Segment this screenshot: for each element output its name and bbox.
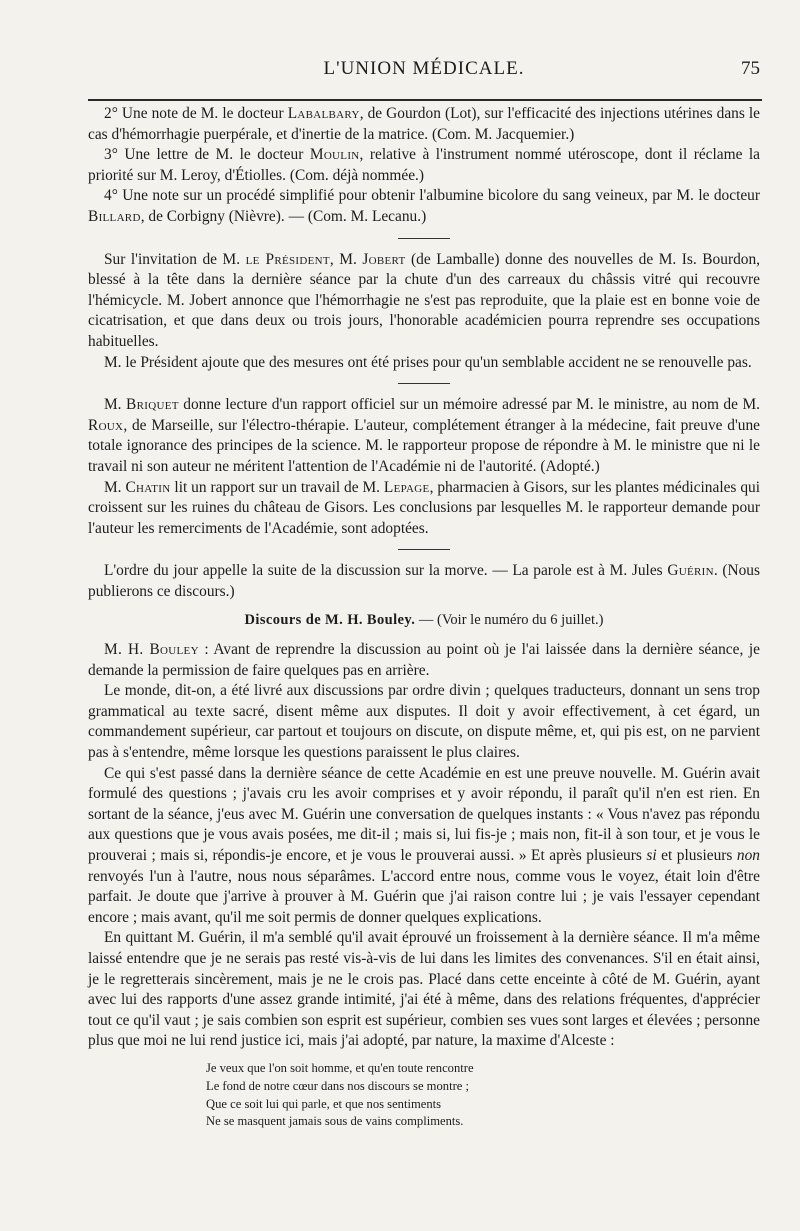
correspondence-item: 3° Une lettre de M. le docteur Moulin, relative à l'instrument nommé utéroscope, dont il réclame la priorité sur M. Leroy, d'Étiolles. (Com. déjà nommée.) bbox=[88, 146, 760, 184]
header-rule bbox=[88, 99, 762, 101]
paragraph: Ce qui s'est passé dans la dernière séance de cette Académie en est une preuve nouvelle. M. Guérin avait formulé des questions ; j'avais cru les avoir comprises et y avoir répondu, il paraît qu'il n'en est rien. En sortant de la séance, j'eus avec M. Guérin une conversation de quelques instants : « Vous n'avez pas répondu aux questions que je vous avais posées, me dit-il ; mais si, lui fis-je ; mais non, fit-il à son tour, et je vous le prouverai ; mais si, répondis-je encore, et je vous le prouverai aussi. » Et après plusieurs si et plusieurs non renvoyés l'un à l'autre, nous nous séparâmes. L'accord entre nous, comme vous le voyez, était loin d'être parfait. Je doute que j'arrive à prouver à M. Guérin que j'ai raison contre lui ; je vais l'essayer cependant encore ; mais avant, qu'il me soit permis de donner quelques explications. bbox=[88, 764, 760, 926]
paragraph: M. Chatin lit un rapport sur un travail de M. Lepage, pharmacien à Gisors, sur les plantes médicinales qui croissent sur les ruines du château de Gisors. Les conclusions par lesquelles M. le rapporteur demande pour l'auteur les remerciments de l'Académie, sont adoptées. bbox=[88, 478, 760, 537]
section-separator bbox=[398, 238, 450, 239]
author-name: Labalbary bbox=[287, 105, 360, 122]
verse-line: Le fond de notre cœur dans nos discours se montre ; bbox=[206, 1078, 470, 1093]
paragraph: Le monde, dit-on, a été livré aux discussions par ordre divin ; quelques traducteurs, donnant un sens trop grammatical au texte sacré, disent même aux disputes. Il doit y avoir effectivement, à cet égard, un commandement supérieur, car partout et toujours on discute, on dispute même, et, qui pis est, on ne parvient pas à s'entendre, même lorsque les questions paraissent le plus claires. bbox=[88, 682, 760, 762]
paragraph: M. le Président ajoute que des mesures ont été prises pour qu'un semblable accident ne se renouvelle pas. bbox=[104, 353, 752, 371]
correspondence-item: 4° Une note sur un procédé simplifié pour obtenir l'albumine bicolore du sang veineux, par M. le docteur Billard, de Corbigny (Nièvre). — (Com. M. Lecanu.) bbox=[88, 187, 760, 225]
correspondence-item: 2° Une note de M. le docteur Labalbary, de Gourdon (Lot), sur l'efficacité des injections utérines dans le cas d'hémorrhagie puerpérale, et d'inertie de la matrice. (Com. M. Jacquemier.) bbox=[88, 105, 760, 143]
paragraph: Sur l'invitation de M. le Président, M. Jobert (de Lamballe) donne des nouvelles de M. Is. Bourdon, blessé à la tête dans la dernière séance par la chute d'un des carreaux du châssis vitré qui recouvre l'hémicycle. M. Jobert annonce que l'hémorrhagie ne s'est pas reproduite, que la plaie est en bonne voie de cicatrisation, et que dans deux ou trois jours, l'honorable académicien pourra reprendre ses occupations habituelles. bbox=[88, 250, 761, 350]
paragraph: En quittant M. Guérin, il m'a semblé qu'il avait éprouvé un froissement à la dernière séance. Il m'a même laissé entendre que je ne serais pas resté vis-à-vis de lui dans les limites des convenances. S'il en était ainsi, je le regretterais sincèrement, mais je ne le crois pas. Placé dans cette enceinte à côté de M. Guérin, ayant avec lui des rapports d'une assez grande intimité, j'ai été à même, dans des relations fréquentes, d'apprécier tout ce qu'il vaut ; je sais combien son esprit est supérieur, combien ses vues sont larges et élevées ; personne plus que moi ne lui rend justice ici, mais j'ai adopté, par nature, la maxime d'Alceste : bbox=[88, 929, 760, 1050]
article-body bbox=[88, 104, 760, 1131]
paragraph: M. Briquet donne lecture d'un rapport officiel sur un mémoire adressé par M. le ministre, au nom de M. Roux, de Marseille, sur l'électro-thérapie. L'auteur, complétement étranger à la médecine, fait preuve d'une totale ignorance des principes de la science. M. le rapporteur propose de répondre à M. le ministre que ni le travail ni son auteur ne méritent l'attention de l'Académie ni de l'autorité. (Adopté.) bbox=[88, 396, 760, 475]
author-name: Billard bbox=[88, 207, 141, 225]
section-heading: Discours de M. H. Bouley. — (Voir le numéro du 6 juillet.) bbox=[244, 612, 604, 629]
verse-line: Ne se masquent jamais sous de vains compliments. bbox=[206, 1114, 464, 1129]
verse-line: Que ce soit lui qui parle, et que nos sentiments bbox=[206, 1096, 442, 1111]
page-number: 75 bbox=[741, 58, 760, 79]
author-name: Moulin bbox=[309, 146, 360, 164]
verse-line: Je veux que l'on soit homme, et qu'en toute rencontre bbox=[206, 1060, 474, 1075]
running-title: L'UNION MÉDICALE. bbox=[323, 58, 525, 79]
running-header bbox=[88, 58, 760, 86]
section-separator bbox=[398, 383, 450, 384]
section-separator bbox=[398, 549, 450, 550]
paragraph: L'ordre du jour appelle la suite de la discussion sur la morve. — La parole est à M. Jules Guérin. (Nous publierons ce discours.) bbox=[88, 562, 760, 600]
verse-quote bbox=[206, 1060, 760, 1131]
paragraph: M. H. Bouley : Avant de reprendre la discussion au point où je l'ai laissée dans la dernière séance, je demande la permission de faire quelques pas en arrière. bbox=[88, 641, 760, 679]
